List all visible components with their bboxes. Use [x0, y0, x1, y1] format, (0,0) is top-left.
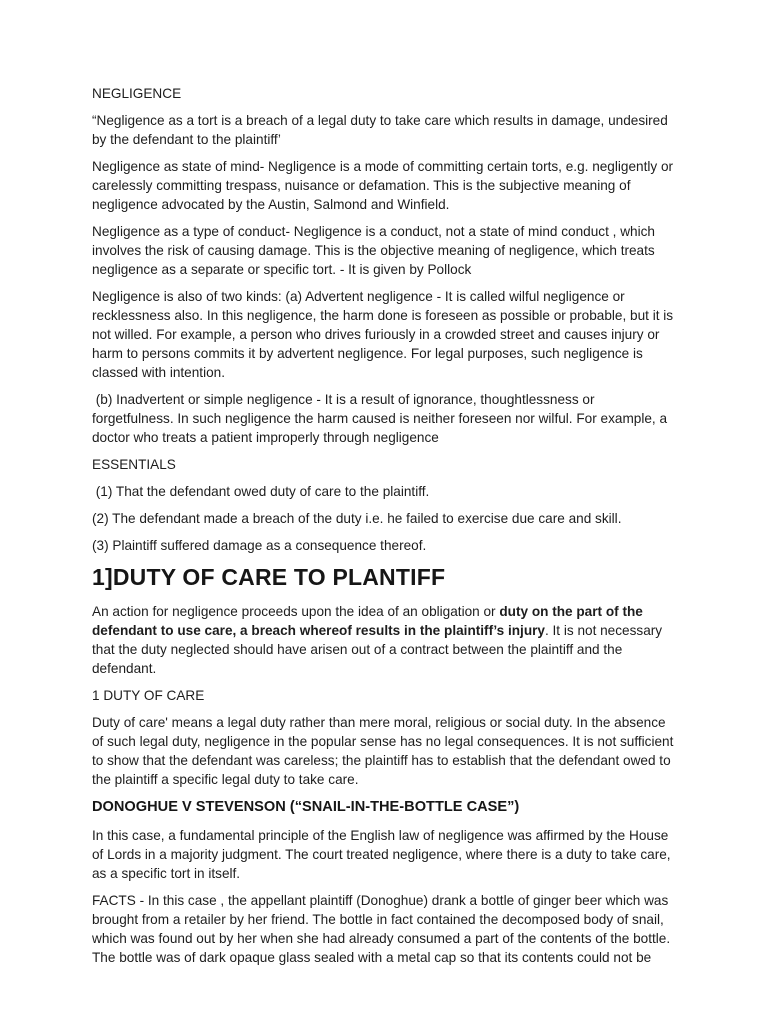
paragraph-negligence-definition-quote: “Negligence as a tort is a breach of a legal duty to take care which results in damage, undesired by the defendant to the plaintiff’ — [92, 113, 672, 147]
paragraph-action-post-text: . It is not necessary that the duty neglected should have arisen out of a contract between the plaintiff and the defendant. — [92, 623, 666, 676]
essential-item-3: (3) Plaintiff suffered damage as a consequence thereof. — [92, 538, 427, 553]
paragraph-negligence-type-of-conduct: Negligence as a type of conduct- Negligence is a conduct, not a state of mind conduct , which involves the risk of causing damage. This is the objective meaning of negligence, which treats negligence as a separate or specific tort. - It is given by Pollock — [92, 224, 659, 277]
section-label-1-duty-of-care: 1 DUTY OF CARE — [92, 688, 205, 703]
essential-item-2: (2) The defendant made a breach of the duty i.e. he failed to exercise due care and skill. — [92, 511, 622, 526]
essential-item-1: (1) That the defendant owed duty of care to the plaintiff. — [92, 484, 430, 499]
paragraph-donoghue-principle: In this case, a fundamental principle of the English law of negligence was affirmed by the House of Lords in a majority judgment. The court treated negligence, where there is a duty to take care, as a specific tort in itself. — [92, 828, 675, 881]
paragraph-action-bold-text: duty on the part of the defendant to use care, a breach whereof results in the plaintiff’s injury — [92, 604, 647, 638]
paragraph-advertent-negligence: Negligence is also of two kinds: (a) Advertent negligence - It is called wilful negligence or recklessness also. In this negligence, the harm done is foreseen as possible or probable, but it is not willed. For example, a person who drives furiously in a crowded street and causes injury or harm to persons commits it by advertent negligence. For legal purposes, such negligence is classed with intention. — [92, 289, 677, 380]
paragraph-action-for-negligence — [92, 602, 676, 678]
paragraph-donoghue-facts: FACTS - In this case , the appellant plaintiff (Donoghue) drank a bottle of ginger beer which was brought from a retailer by her friend. The bottle in fact contained the decomposed body of snail, which was found out by her when she had already consumed a part of the contents of the bottle. The bottle was of dark opaque glass sealed with a metal cap so that its contents could not be — [92, 893, 674, 965]
section-label-negligence: NEGLIGENCE — [92, 86, 182, 101]
paragraph-negligence-state-of-mind: Negligence as state of mind- Negligence is a mode of committing certain torts, e.g. negligently or carelessly committing trespass, nuisance or defamation. This is the subjective meaning of negligence advocated by the Austin, Salmond and Winfield. — [92, 159, 677, 212]
paragraph-inadvertent-negligence: (b) Inadvertent or simple negligence - It is a result of ignorance, thoughtlessness or forgetfulness. In such negligence the harm caused is neither foreseen nor wilful. For example, a doctor who treats a patient improperly through negligence — [92, 392, 671, 445]
paragraph-action-pre-text: An action for negligence proceeds upon the idea of an obligation or — [92, 604, 500, 619]
heading-duty-of-care-to-plantiff: 1]DUTY OF CARE TO PLANTIFF — [92, 564, 446, 590]
heading-donoghue-v-stevenson: DONOGHUE V STEVENSON (“SNAIL-IN-THE-BOTTLE CASE”) — [92, 799, 520, 815]
section-label-essentials: ESSENTIALS — [92, 457, 176, 472]
paragraph-duty-of-care-meaning: Duty of care' means a legal duty rather than mere moral, religious or social duty. In the absence of such legal duty, negligence in the popular sense has no legal consequences. It is not sufficient to show that the defendant was careless; the plaintiff has to establish that the defendant owed to the plaintiff a specific legal duty to take care. — [92, 715, 678, 787]
